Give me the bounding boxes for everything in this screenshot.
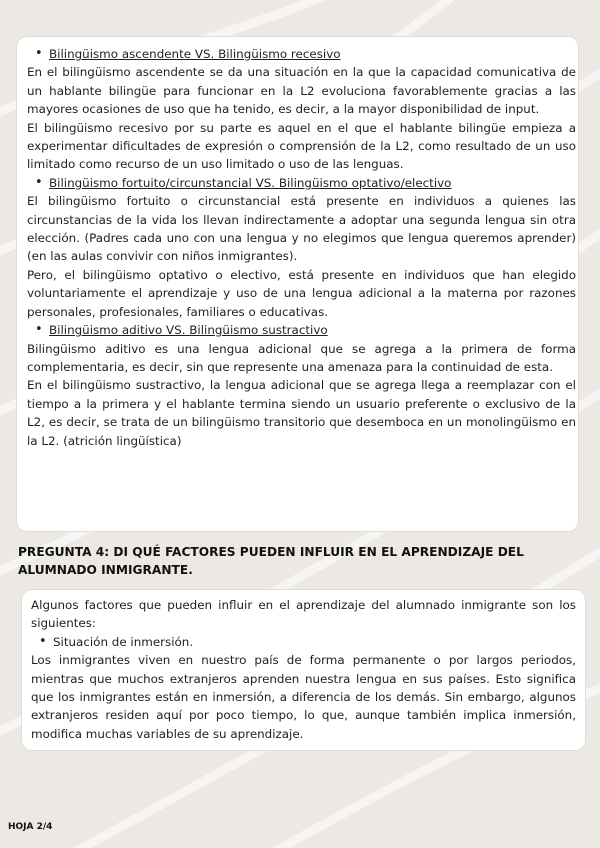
paragraph: En el bilingüismo sustractivo, la lengua adicional que se agrega llega a reemplazar con el tiempo a la primera y el hablante termina siendo un usuario preferente o exclusivo de la L2, es decir, se trata de un bilingüismo transitorio que desemboca en un monolingüismo en la L2. (atrición lingüística) [27, 378, 576, 448]
bullet-item [27, 321, 576, 339]
paragraph: Los inmigrantes viven en nuestro país de forma permanente o por largos periodos, mientras que muchos extranjeros aprenden nuestra lengua en sus países. Esto significa que los inmigrantes están en inmersión, a diferencia de los demás. Sin embargo, algunos extranjeros residen aquí por poco tiempo, lo que, aunque también implica inmersión, modifica muchas variables de su aprendizaje. [31, 653, 576, 741]
bullet-item [27, 174, 576, 192]
bullet-heading-aditivo: Bilingüismo aditivo VS. Bilingüismo sustractivo [49, 323, 328, 338]
bullet-item [27, 45, 576, 63]
bullet-heading-fortuito: Bilingüismo fortuito/circunstancial VS. Bilingüismo optativo/electivo [49, 175, 452, 190]
paragraph: Pero, el bilingüismo optativo o electivo, está presente en individuos que han elegido voluntariamente el aprendizaje y uso de una lengua adicional a la materna por razones personales, profesionales, familiares o educativas. [27, 267, 576, 319]
question-heading [18, 544, 578, 579]
paragraph: El bilingüismo fortuito o circunstancial está presente en individuos a quienes las circunstancias de la vida los llevan indirectamente a adoptar una segunda lengua sin otra elección. (Padres cada uno con una lengua y no elegimos que lengua queremos aprender) (en las aulas convivir con niños inmigrantes). [27, 194, 576, 264]
question-line-2: ALUMNADO INMIGRANTE. [18, 562, 193, 577]
bullet-item [31, 633, 576, 651]
bullet-text-inmersion: Situación de inmersión. [53, 634, 194, 649]
factors-content [31, 596, 576, 743]
paragraph: En el bilingüismo ascendente se da una situación en la que la capacidad comunicativa de un hablante bilingüe para funcionar en la L2 evoluciona favorablemente gracias a las mayores ocasiones de uso que ha tenido, es decir, a la mayor disponibilidad de input. [27, 65, 576, 117]
page-number: HOJA 2/4 [8, 822, 53, 832]
paragraph: Algunos factores que pueden influir en el aprendizaje del alumnado inmigrante son los siguientes: [31, 598, 576, 631]
bilingualism-content [27, 45, 576, 450]
bullet-heading-ascendente: Bilingüismo ascendente VS. Bilingüismo recesivo [49, 47, 341, 61]
paragraph: El bilingüismo recesivo por su parte es aquel en el que el hablante bilingüe empieza a experimentar dificultades de expresión o comprensión de la L2, como resultado de un uso limitado como recurso de un uso limitado o uso de las lenguas. [27, 120, 576, 172]
question-line-1: PREGUNTA 4: DI QUÉ FACTORES PUEDEN INFLUIR EN EL APRENDIZAJE DEL [18, 545, 524, 559]
paragraph: Bilingüismo aditivo es una lengua adicional que se agrega a la primera de forma complementaria, es decir, sin que represente una amenaza para la continuidad de esta. [27, 341, 576, 374]
